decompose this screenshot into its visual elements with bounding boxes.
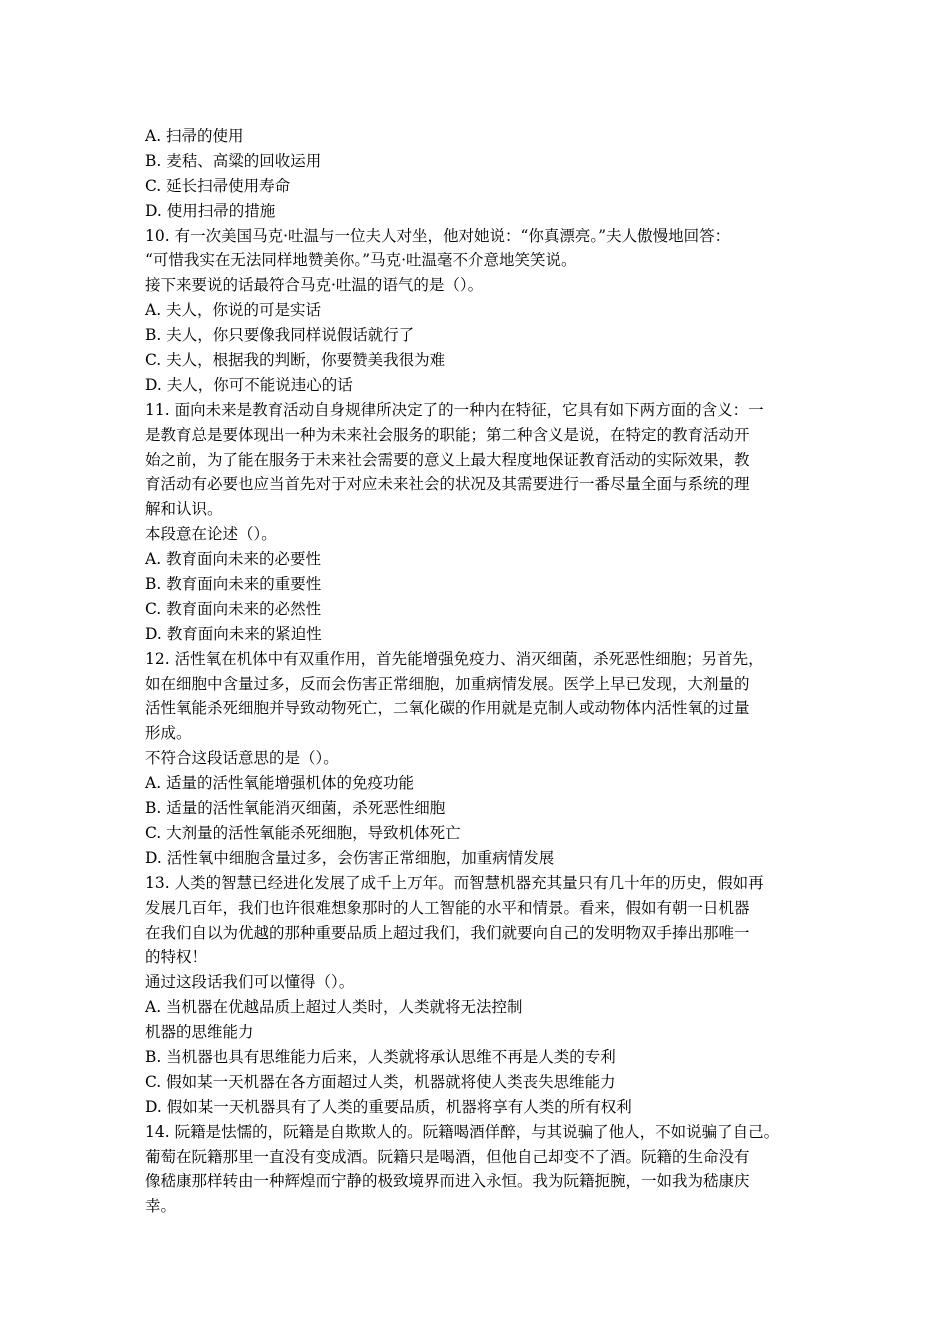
document-body xyxy=(145,124,815,1219)
q12-stem-line: 12. 活性氧在机体中有双重作用，首先能增强免疫力、消灭细菌，杀死恶性细胞；另首先， xyxy=(145,649,764,668)
q11-stem-line: 解和认识。 xyxy=(145,500,223,519)
q11-question: 本段意在论述（）。 xyxy=(145,525,277,544)
question-10 xyxy=(145,224,815,398)
q13-option-a: A. 当机器在优越品质上超过人类时，人类就将无法控制 xyxy=(145,998,523,1017)
q10-option-b: B. 夫人，你只要像我同样说假话就行了 xyxy=(145,326,415,345)
q11-stem-line: 是教育总是要体现出一种为未来社会服务的职能；第二种含义是说，在特定的教育活动开 xyxy=(145,425,750,444)
q11-stem-line: 始之前，为了能在服务于未来社会需要的意义上最大程度地保证教育活动的实际效果，教 xyxy=(145,450,750,469)
q13-option-b: B. 当机器也具有思维能力后来，人类就将承认思维不再是人类的专利 xyxy=(145,1047,616,1066)
q10-option-d: D. 夫人，你可不能说违心的话 xyxy=(145,375,353,394)
q9-option-b: B. 麦秸、高粱的回收运用 xyxy=(145,151,322,170)
q9-option-a: A. 扫帚的使用 xyxy=(145,127,244,145)
q12-option-b: B. 适量的活性氧能消灭细菌，杀死恶性细胞 xyxy=(145,799,446,818)
q12-option-d: D. 活性氧中细胞含量过多，会伤害正常细胞，加重病情发展 xyxy=(145,848,555,867)
q13-stem-line: 在我们自以为优越的那种重要品质上超过我们，我们就要向自己的发明物双手捧出那唯一 xyxy=(145,923,750,942)
q12-option-a: A. 适量的活性氧能增强机体的免疫功能 xyxy=(145,774,415,793)
q13-option-d: D. 假如某一天机器具有了人类的重要品质，机器将享有人类的所有权利 xyxy=(145,1097,632,1116)
question-13 xyxy=(145,871,815,1120)
q12-stem-line: 如在细胞中含量过多，反而会伤害正常细胞，加重病情发展。医学上早已发现，大剂量的 xyxy=(145,674,750,693)
q14-stem-line: 像嵇康那样转由一种辉煌而宁静的极致境界而进入永恒。我为阮籍扼腕，一如我为嵇康庆 xyxy=(145,1172,750,1191)
question-12 xyxy=(145,647,815,871)
q9-option-c: C. 延长扫帚使用寿命 xyxy=(145,176,291,195)
q12-stem-line: 活性氧能杀死细胞并导致动物死亡，二氧化碳的作用就是克制人或动物体内活性氧的过量 xyxy=(145,699,750,718)
question-11 xyxy=(145,398,815,647)
q13-option-c: C. 假如某一天机器在各方面超过人类，机器就将使人类丧失思维能力 xyxy=(145,1072,616,1091)
q14-stem-line: 幸。 xyxy=(145,1197,177,1216)
q13-stem-line: 的特权！ xyxy=(145,948,208,967)
q12-question: 不符合这段话意思的是（）。 xyxy=(145,749,339,768)
q13-stem-line: 13. 人类的智慧已经进化发展了成千上万年。而智慧机器充其量只有几十年的历史，假如再 xyxy=(145,873,764,892)
q13-question: 通过这段话我们可以懂得（）。 xyxy=(145,973,355,992)
q11-option-c: C. 教育面向未来的必然性 xyxy=(145,599,322,618)
q10-option-a: A. 夫人，你说的可是实话 xyxy=(145,301,322,320)
q10-option-c: C. 夫人，根据我的判断，你要赞美我很为难 xyxy=(145,351,446,370)
q9-options xyxy=(145,124,815,224)
q10-stem-line: 10. 有一次美国马克·吐温与一位夫人对坐，他对她说：“你真漂亮。”夫人傲慢地回答： xyxy=(145,226,731,245)
q9-option-d: D. 使用扫帚的措施 xyxy=(145,201,276,220)
q11-option-d: D. 教育面向未来的紧迫性 xyxy=(145,624,322,643)
q11-option-a: A. 教育面向未来的必要性 xyxy=(145,550,322,569)
q13-option-a-continued: 机器的思维能力 xyxy=(145,1023,254,1042)
q11-stem-line: 11. 面向未来是教育活动自身规律所决定了的一种内在特征，它具有如下两方面的含义：一 xyxy=(145,400,764,419)
q14-stem-line: 葡萄在阮籍那里一直没有变成酒。阮籍只是喝酒，但他自己却变不了酒。阮籍的生命没有 xyxy=(145,1147,750,1166)
q10-stem-line: “可惜我实在无法同样地赞美你。”马克·吐温毫不介意地笑笑说。 xyxy=(145,251,577,270)
q12-stem-line: 形成。 xyxy=(145,724,192,743)
q14-stem-line: 14. 阮籍是怯懦的，阮籍是自欺欺人的。阮籍喝酒佯醉，与其说骗了他人，不如说骗了自己。 xyxy=(145,1122,780,1141)
q13-stem-line: 发展几百年，我们也许很难想象那时的人工智能的水平和情景。看来，假如有朝一日机器 xyxy=(145,898,750,917)
q11-option-b: B. 教育面向未来的重要性 xyxy=(145,575,322,594)
question-14 xyxy=(145,1120,815,1220)
q12-option-c: C. 大剂量的活性氧能杀死细胞，导致机体死亡 xyxy=(145,823,461,842)
q11-stem-line: 育活动有必要也应当首先对于对应未来社会的状况及其需要进行一番尽量全面与系统的理 xyxy=(145,475,750,494)
q10-question: 接下来要说的话最符合马克·吐温的语气的是（）。 xyxy=(145,276,484,295)
